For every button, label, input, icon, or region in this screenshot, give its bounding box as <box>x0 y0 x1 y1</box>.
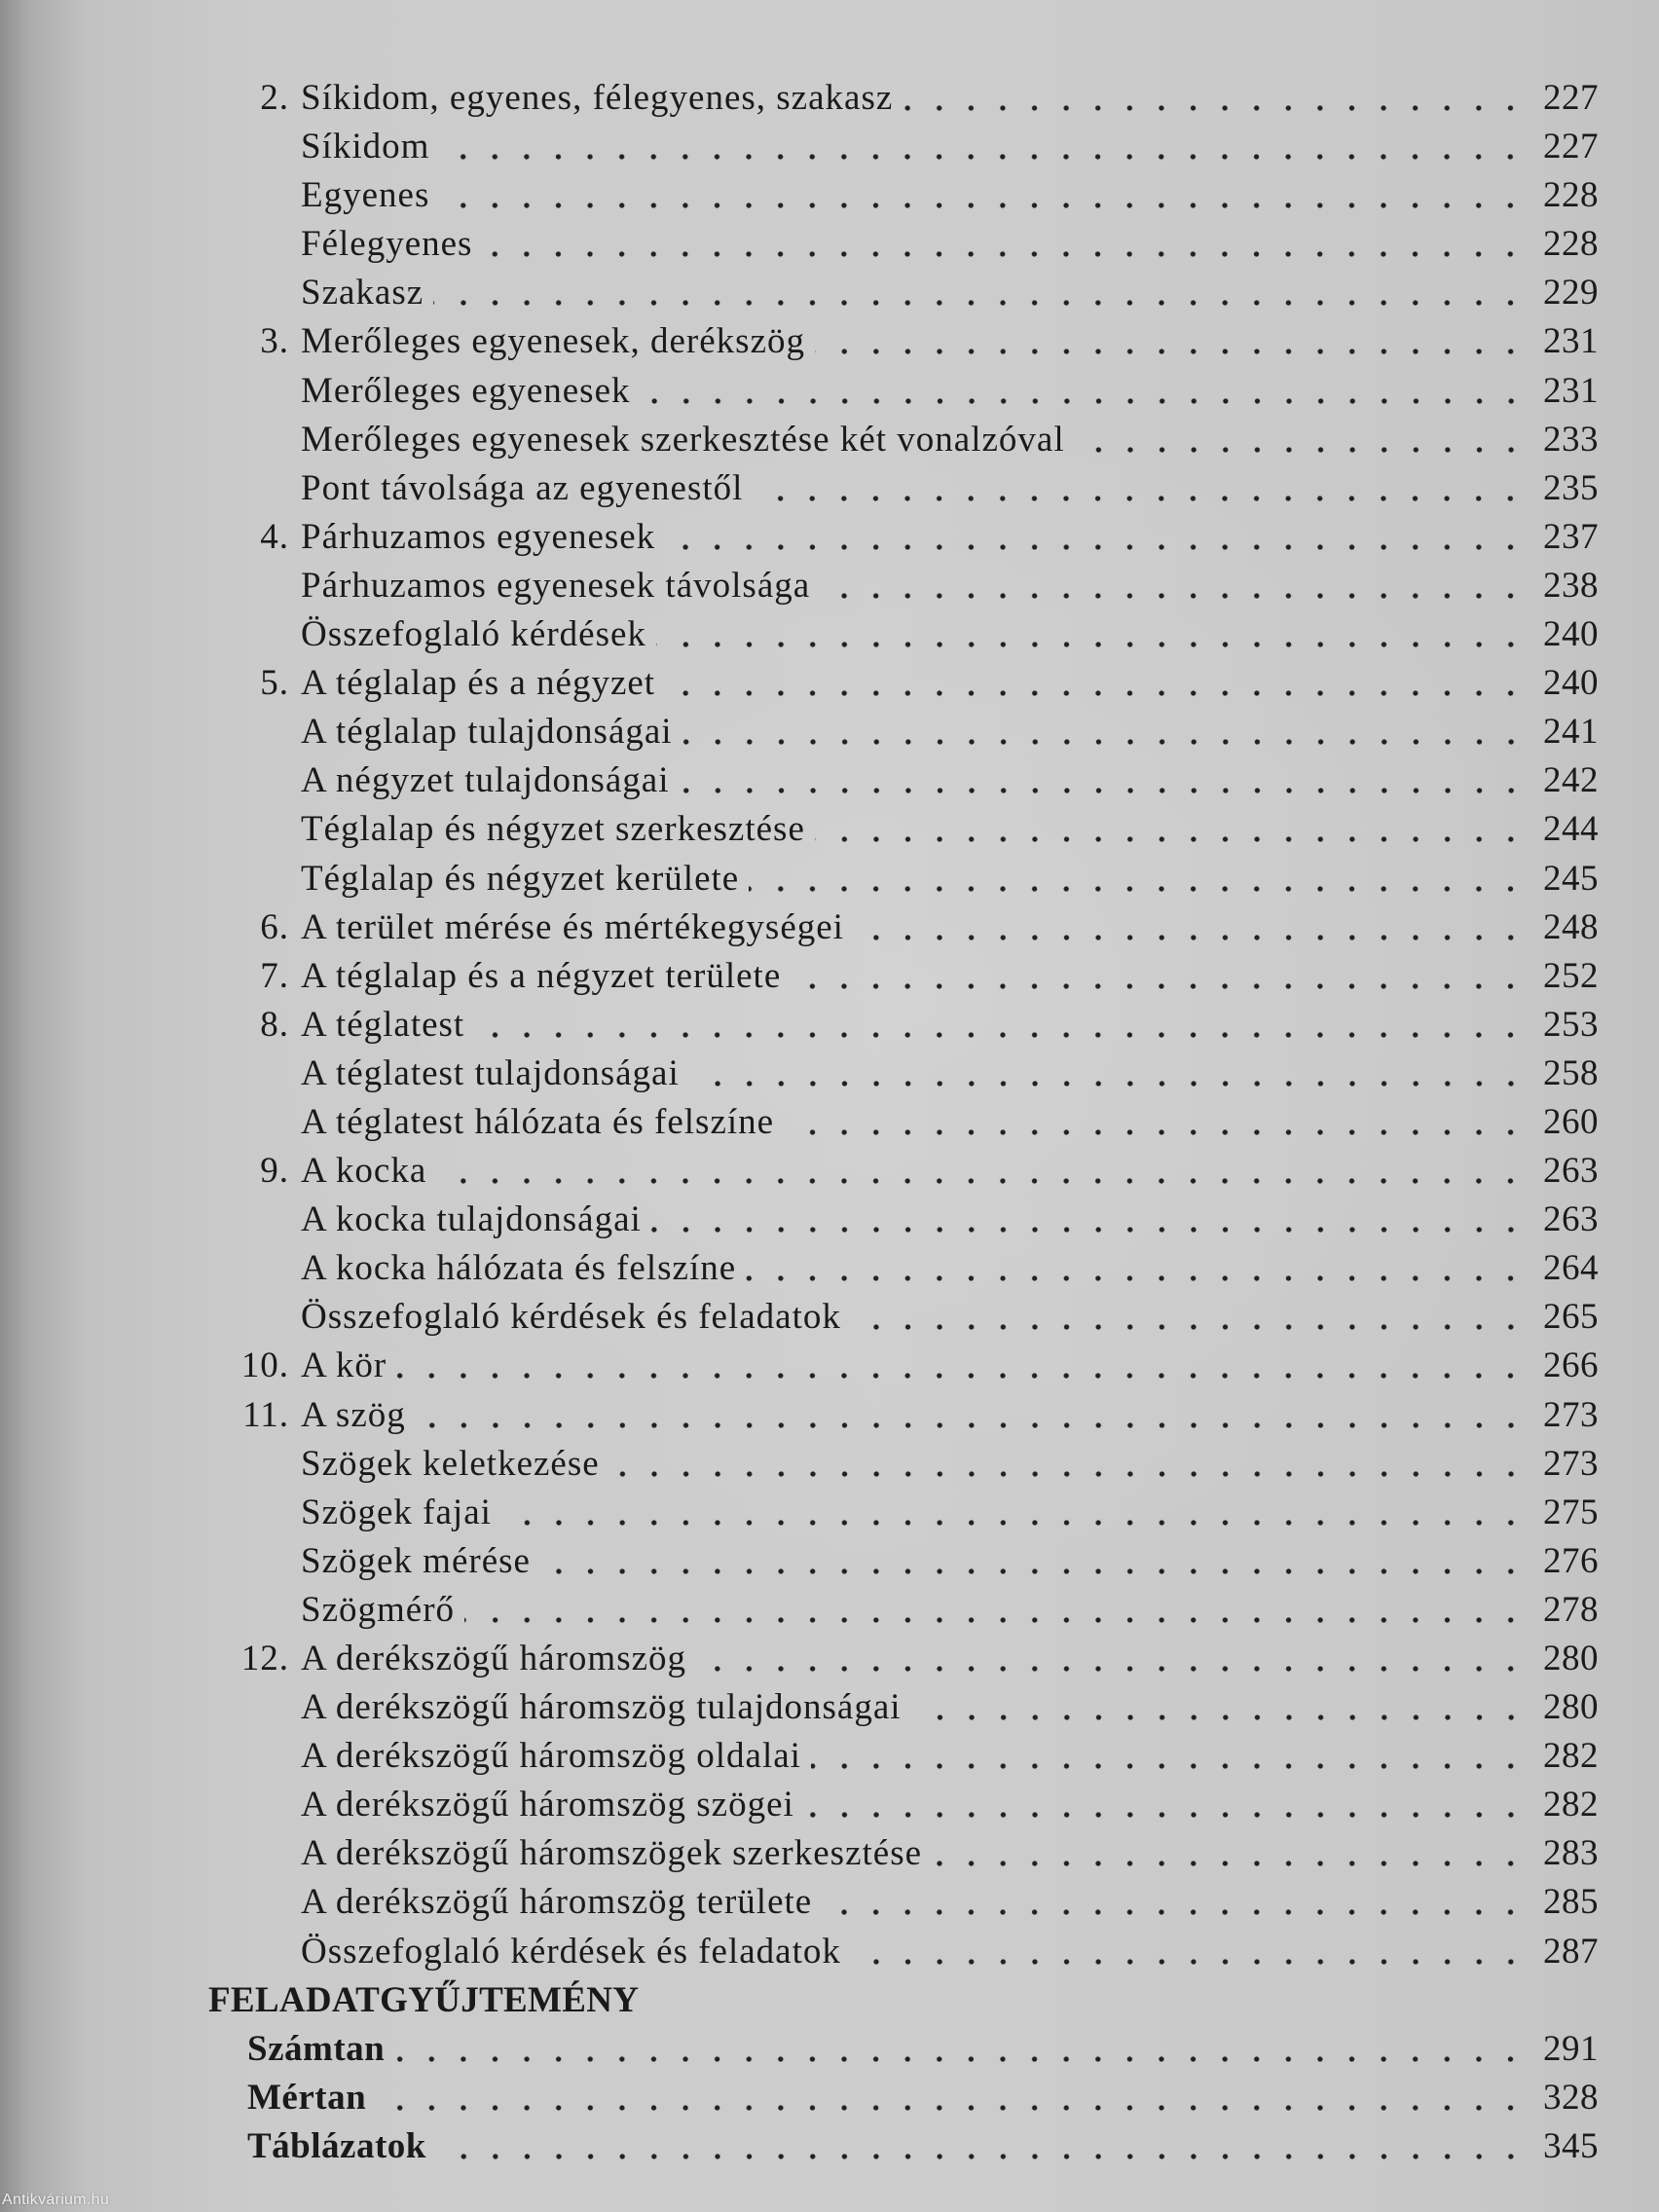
toc-entry <box>195 1342 1599 1390</box>
page-number: 240 <box>1543 614 1599 655</box>
entry-title: A derékszögű háromszög szögei <box>301 1785 794 1825</box>
entry-title: Téglalap és négyzet szerkesztése <box>301 809 805 850</box>
entry-title: A kocka hálózata és felszíne <box>301 1248 737 1289</box>
page-number: 235 <box>1543 467 1599 508</box>
number-spacer <box>195 1928 289 1976</box>
toc-entry <box>195 708 1599 756</box>
toc-entry <box>195 1829 1599 1878</box>
toc-entry <box>195 1878 1599 1927</box>
chapter-number: 3. <box>260 321 289 362</box>
dot-leader <box>656 610 1527 659</box>
page-number: 273 <box>1543 1394 1599 1435</box>
entry-title: A szög <box>301 1394 406 1435</box>
watermark: Antikvárium.hu <box>2 2192 110 2208</box>
toc-entry <box>195 367 1599 416</box>
toc-entry <box>195 1635 1599 1683</box>
entry-title: A derékszögű háromszög területe <box>301 1882 813 1923</box>
dot-leader <box>416 1391 1527 1440</box>
page-number: 242 <box>1543 760 1599 801</box>
number-spacer <box>195 464 289 513</box>
dot-leader <box>394 2025 1527 2074</box>
chapter-number: 8. <box>260 1004 289 1045</box>
number-spacer <box>195 171 289 220</box>
dot-leader <box>641 367 1527 416</box>
chapter-number: 11. <box>242 1394 289 1435</box>
entry-title: A négyzet tulajdonságai <box>301 760 670 801</box>
toc-entry <box>195 1489 1599 1537</box>
page-number: 240 <box>1543 663 1599 704</box>
entry-title: Merőleges egyenesek, derékszög <box>301 321 805 362</box>
number-spacer <box>195 1440 289 1489</box>
dot-leader <box>911 1683 1527 1732</box>
dot-leader <box>501 1489 1527 1537</box>
entry-title: Számtan <box>247 2028 386 2069</box>
page-number: 283 <box>1543 1833 1599 1874</box>
toc-entry <box>195 1683 1599 1732</box>
dot-leader <box>665 513 1527 562</box>
page-number: 345 <box>1543 2125 1599 2166</box>
entry-title: A derékszögű háromszög tulajdonságai <box>301 1687 902 1728</box>
page-number: 282 <box>1543 1785 1599 1825</box>
chapter-number: 6. <box>260 906 289 947</box>
entry-title: A derékszögű háromszög <box>301 1639 687 1678</box>
chapter-number: 10. <box>240 1346 289 1386</box>
page-number: 265 <box>1543 1297 1599 1338</box>
toc-entry <box>195 1781 1599 1829</box>
toc-entry <box>195 171 1599 220</box>
entry-title: A téglalap és a négyzet területe <box>301 955 782 996</box>
chapter-number: 5. <box>260 663 289 704</box>
entry-title: Összefoglaló kérdések <box>301 614 646 655</box>
page-number: 273 <box>1543 1443 1599 1484</box>
number-spacer <box>195 1196 289 1244</box>
page-number: 264 <box>1543 1248 1599 1289</box>
appendix-entry <box>195 2122 1599 2171</box>
page-number: 233 <box>1543 419 1599 460</box>
page-number: 291 <box>1543 2028 1599 2069</box>
dot-leader <box>609 1440 1527 1489</box>
toc-entry <box>195 1440 1599 1489</box>
entry-title: A terület mérése és mértékegységei <box>301 906 844 947</box>
page-number: 278 <box>1543 1589 1599 1630</box>
entry-title: Szögmérő <box>301 1589 456 1630</box>
toc-entry <box>195 855 1599 903</box>
dot-leader <box>665 659 1527 708</box>
dot-leader <box>820 562 1527 610</box>
entry-title: A téglalap és a négyzet <box>301 663 656 704</box>
entry-title: Merőleges egyenesek <box>301 370 631 411</box>
dot-leader <box>651 1196 1527 1244</box>
number-spacer <box>195 1586 289 1635</box>
dot-leader <box>753 464 1527 513</box>
entry-title: Szögek fajai <box>301 1492 492 1532</box>
page-number: 253 <box>1543 1004 1599 1045</box>
entry-title: Síkidom, egyenes, félegyenes, szakasz <box>301 78 894 118</box>
dot-leader <box>682 708 1527 756</box>
number-spacer <box>195 367 289 416</box>
chapter-number: 2. <box>260 78 289 118</box>
appendix-heading-row <box>195 1976 1599 2025</box>
entry-title: Téglalap és négyzet kerülete <box>301 858 740 899</box>
toc-entry <box>195 610 1599 659</box>
toc-entry <box>195 74 1599 123</box>
toc-entry <box>195 513 1599 562</box>
page-number: 280 <box>1543 1639 1599 1678</box>
dot-leader <box>815 317 1527 366</box>
number-spacer <box>195 416 289 464</box>
toc-entry <box>195 1732 1599 1781</box>
chapter-number: 4. <box>260 516 289 557</box>
dot-leader <box>482 220 1527 269</box>
page-number: 231 <box>1543 370 1599 411</box>
dot-leader <box>804 1781 1527 1829</box>
number-spacer <box>195 1683 289 1732</box>
page-number: 227 <box>1543 78 1599 118</box>
page-number: 276 <box>1543 1540 1599 1581</box>
entry-title: Táblázatok <box>247 2125 426 2166</box>
toc-entry <box>195 659 1599 708</box>
chapter-number: 7. <box>260 955 289 996</box>
page-number: 263 <box>1543 1151 1599 1192</box>
dot-leader <box>540 1537 1527 1586</box>
entry-title: A téglatest <box>301 1004 465 1045</box>
page-number: 266 <box>1543 1346 1599 1386</box>
number-spacer <box>195 1050 289 1098</box>
entry-title: Szakasz <box>301 273 424 313</box>
dot-leader <box>851 1928 1527 1976</box>
dot-leader <box>811 1732 1527 1781</box>
dot-leader <box>932 1829 1527 1878</box>
dot-leader <box>784 1098 1527 1147</box>
entry-title: A derékszögű háromszögek szerkesztése <box>301 1833 923 1874</box>
entry-title: A téglalap tulajdonságai <box>301 712 673 753</box>
number-spacer <box>195 1878 289 1927</box>
number-spacer <box>195 1098 289 1147</box>
page-number: 244 <box>1543 809 1599 850</box>
appendix-entry <box>195 2025 1599 2074</box>
page-number: 260 <box>1543 1101 1599 1142</box>
entry-title: A derékszögű háromszög oldalai <box>301 1736 801 1777</box>
page-number: 227 <box>1543 127 1599 167</box>
dot-leader <box>436 1147 1527 1196</box>
toc-entry <box>195 317 1599 366</box>
page-number: 228 <box>1543 224 1599 265</box>
dot-leader <box>439 123 1527 171</box>
entry-title: A téglatest hálózata és felszíne <box>301 1101 775 1142</box>
entry-title: Szögek keletkezése <box>301 1443 600 1484</box>
entry-title: Síkidom <box>301 127 430 167</box>
page-number: 258 <box>1543 1052 1599 1093</box>
number-spacer <box>195 1732 289 1781</box>
page-number: 229 <box>1543 273 1599 313</box>
dot-leader <box>791 952 1527 1001</box>
page-number: 282 <box>1543 1736 1599 1777</box>
number-spacer <box>195 562 289 610</box>
toc-entry <box>195 464 1599 513</box>
page-number: 328 <box>1543 2077 1599 2118</box>
toc-entry <box>195 220 1599 269</box>
page-number: 237 <box>1543 516 1599 557</box>
dot-leader <box>436 2122 1527 2171</box>
dot-leader <box>376 2074 1527 2122</box>
toc-entry <box>195 756 1599 805</box>
toc-entry <box>195 416 1599 464</box>
toc-entry <box>195 1537 1599 1586</box>
dot-leader <box>749 855 1527 903</box>
page-number: 241 <box>1543 712 1599 753</box>
chapter-number: 12. <box>240 1639 289 1678</box>
dot-leader <box>439 171 1527 220</box>
number-spacer <box>195 855 289 903</box>
entry-title: Összefoglaló kérdések és feladatok <box>301 1297 841 1338</box>
entry-title: Pont távolsága az egyenestől <box>301 467 744 508</box>
number-spacer <box>195 756 289 805</box>
toc-entry <box>195 1147 1599 1196</box>
chapter-number: 9. <box>260 1151 289 1192</box>
toc-entry <box>195 123 1599 171</box>
number-spacer <box>195 1781 289 1829</box>
toc-entry <box>195 1293 1599 1342</box>
entry-title: Párhuzamos egyenesek távolsága <box>301 565 811 606</box>
dot-leader <box>815 805 1527 854</box>
dot-leader <box>854 903 1527 952</box>
page-number: 287 <box>1543 1931 1599 1972</box>
toc-entry <box>195 1244 1599 1293</box>
entry-title: A kocka <box>301 1151 427 1192</box>
dot-leader <box>696 1635 1527 1683</box>
page-number: 263 <box>1543 1199 1599 1240</box>
toc-entry <box>195 903 1599 952</box>
page-number: 238 <box>1543 565 1599 606</box>
number-spacer <box>195 1537 289 1586</box>
toc-entry <box>195 805 1599 854</box>
page-number: 231 <box>1543 321 1599 362</box>
page-number: 228 <box>1543 175 1599 216</box>
entry-title: Szögek mérése <box>301 1540 531 1581</box>
entry-title: A téglatest tulajdonságai <box>301 1052 680 1093</box>
dot-leader <box>903 74 1527 123</box>
page-number: 285 <box>1543 1882 1599 1923</box>
dot-leader <box>822 1878 1527 1927</box>
dot-leader <box>851 1293 1527 1342</box>
entry-title: Összefoglaló kérdések és feladatok <box>301 1931 841 1972</box>
entry-title: Merőleges egyenesek szerkesztése két vonalzóval <box>301 419 1065 460</box>
number-spacer <box>195 269 289 317</box>
page-number: 252 <box>1543 955 1599 996</box>
number-spacer <box>195 1489 289 1537</box>
number-spacer <box>195 220 289 269</box>
toc-entry <box>195 1928 1599 1976</box>
page-number: 245 <box>1543 858 1599 899</box>
toc-entry <box>195 562 1599 610</box>
appendix-heading: FELADATGYŰJTEMÉNY <box>208 1979 640 2020</box>
dot-leader <box>464 1586 1527 1635</box>
toc-entry <box>195 1098 1599 1147</box>
page-number: 275 <box>1543 1492 1599 1532</box>
appendix-entry <box>195 2074 1599 2122</box>
dot-leader <box>689 1050 1527 1098</box>
dot-leader <box>433 269 1527 317</box>
entry-title: Félegyenes <box>301 224 473 265</box>
toc-entry <box>195 1391 1599 1440</box>
number-spacer <box>195 708 289 756</box>
dot-leader <box>396 1342 1527 1390</box>
toc-entry <box>195 269 1599 317</box>
entry-title: Mértan <box>247 2077 367 2118</box>
number-spacer <box>195 805 289 854</box>
entry-title: A kör <box>301 1346 387 1386</box>
toc-entry <box>195 1050 1599 1098</box>
dot-leader <box>1075 416 1527 464</box>
toc-entry <box>195 1196 1599 1244</box>
number-spacer <box>195 123 289 171</box>
table-of-contents <box>195 74 1599 2171</box>
page-number: 280 <box>1543 1687 1599 1728</box>
number-spacer <box>195 1829 289 1878</box>
number-spacer <box>195 610 289 659</box>
entry-title: Egyenes <box>301 175 430 216</box>
entry-title: Párhuzamos egyenesek <box>301 516 656 557</box>
number-spacer <box>195 1293 289 1342</box>
dot-leader <box>474 1001 1527 1050</box>
entry-title: A kocka tulajdonságai <box>301 1199 642 1240</box>
number-spacer <box>195 1244 289 1293</box>
dot-leader <box>680 756 1527 805</box>
toc-entry <box>195 952 1599 1001</box>
page-number: 248 <box>1543 906 1599 947</box>
toc-entry <box>195 1001 1599 1050</box>
dot-leader <box>746 1244 1527 1293</box>
toc-entry <box>195 1586 1599 1635</box>
